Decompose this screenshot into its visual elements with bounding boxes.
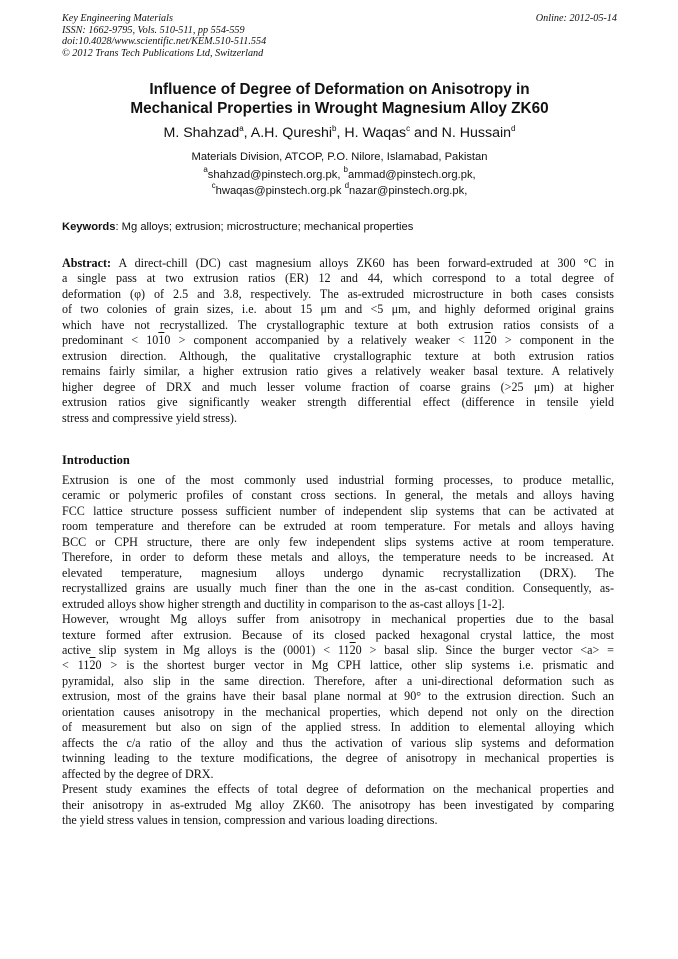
p3-line-1: Present study examines the effects of total degree of deformation on the mechanical properties and xyxy=(62,782,614,797)
abstract-section xyxy=(62,256,614,426)
email-list xyxy=(62,165,617,199)
intro-paragraph-1 xyxy=(62,473,614,612)
doi-line: doi:10.4028/www.scientific.net/KEM.510-511.554 xyxy=(62,36,267,48)
p1-line-2: ceramic or polymeric profiles of constant cross sections. In general, the metals and alloys having xyxy=(62,488,614,503)
author-1: M. Shahzad xyxy=(163,125,240,141)
email-b[interactable]: ammad@pinstech.org.pk, xyxy=(348,169,476,181)
email-a[interactable]: shahzad@pinstech.org.pk, xyxy=(207,169,344,181)
abstract-line-8: remains fairly similar, a higher extrusion ratio gives a relatively weaker basal texture. A relatively xyxy=(62,364,614,379)
p3-line-3: the yield stress values in tension, compression and various loading directions. xyxy=(62,812,438,827)
journal-name: Key Engineering Materials xyxy=(62,13,173,24)
title-line-2: Mechanical Properties in Wrought Magnesium Alloy ZK60 xyxy=(130,100,549,117)
abstract-line-11: stress and compressive yield stress). xyxy=(62,410,237,425)
title-line-1: Influence of Degree of Deformation on Anisotropy in xyxy=(149,81,530,98)
author-3-sup: c xyxy=(406,124,411,133)
intro-paragraph-2 xyxy=(62,612,614,782)
p2-line-6: extrusion, most of the grains have their basal plane normal at 90° to the extrusion direction. Such an xyxy=(62,689,614,704)
email-line-2 xyxy=(62,180,617,200)
p1-line-8: recrystallized grains are usually much finer than the one in the as-cast condition. Consequently, as- xyxy=(62,581,614,596)
author-2-sup: b xyxy=(331,124,337,133)
abstract-line-4: of two colonies of grain sizes, i.e. about 15 μm and <5 μm, and highly deformed original grains xyxy=(62,302,614,317)
abstract-line-6 xyxy=(62,333,614,348)
abstract-line-5: which have not recrystallized. The crystallographic texture at both extrusion ratios consists of a xyxy=(62,317,614,332)
abstract-line-6-a: predominant < 10 xyxy=(62,333,159,348)
author-1-sup: a xyxy=(239,124,244,133)
author-4: and N. Hussain xyxy=(410,125,512,141)
abstract-label: Abstract: xyxy=(62,256,112,270)
author-4-sup: d xyxy=(511,124,516,133)
email-c[interactable]: hwaqas@pinstech.org.pk xyxy=(215,184,345,197)
p1-line-9: extruded alloys show higher strength and ductility in comparison to the as-cast alloys [1-2]. xyxy=(62,596,505,611)
abstract-line-2: a single pass at two extrusion ratios (ER) 12 and 44, which correspond to a total degree of xyxy=(62,271,614,286)
miller-bar-2: 2 xyxy=(484,333,491,348)
abstract-line-1-text: A direct-chill (DC) cast magnesium alloys ZK60 has been forward-extruded at 300 °C in xyxy=(111,256,614,270)
miller-bar-4: 2 xyxy=(89,658,96,673)
keywords-label: Keywords xyxy=(62,221,116,233)
p1-line-4: room temperature and therefore can be extruded at room temperature. For metals and alloys having xyxy=(62,519,614,534)
p2-line-2: texture formed after extrusion. Because of its closed packed hexagonal crystal lattice, the most xyxy=(62,627,614,642)
abstract-line-9: higher degree of DRX and much lesser volume fraction of coarse grains (>25 μm) at higher xyxy=(62,379,614,394)
p2-line-7: orientation causes anisotropy in the mechanical properties, which depend not only on the direction xyxy=(62,704,614,719)
p2-line-4-b: 0 > is the shortest burger vector in Mg CPH lattice, other slip systems i.e. prismatic and xyxy=(95,658,614,673)
introduction-body xyxy=(62,473,614,828)
p2-line-3-a: active slip system in Mg alloys is the (0001) < 11 xyxy=(62,642,350,657)
p2-line-4 xyxy=(62,658,614,673)
p2-line-9: affects the c/a ratio of the alloy and thus the activation of various slip systems and deformation xyxy=(62,735,614,750)
abstract-line-1 xyxy=(62,256,614,271)
p2-line-11: affected by the degree of DRX. xyxy=(62,766,214,781)
p2-line-5: pyramidal, also slip in the same direction. Therefore, after a uni-directional deformation such as xyxy=(62,673,614,688)
p1-line-1: Extrusion is one of the most commonly used industrial forming processes, to produce metallic, xyxy=(62,473,614,487)
p2-line-8: of measurement but also on sign of the applied stress. In addition to elemental alloying which xyxy=(62,720,614,735)
email-d[interactable]: nazar@pinstech.org.pk, xyxy=(349,184,468,197)
author-2: , A.H. Qureshi xyxy=(243,125,332,141)
journal-header xyxy=(62,13,617,59)
p1-line-5: BCC or CPH structure, there are only few independent slips systems active at room temperature. xyxy=(62,534,614,549)
p2-line-3 xyxy=(62,643,614,658)
miller-bar-3: 2 xyxy=(349,642,356,657)
abstract-line-6-b: 0 > component accompanied by a relatively weaker < 11 xyxy=(164,333,485,348)
paper-title xyxy=(62,80,617,118)
affiliation: Materials Division, ATCOP, P.O. Nilore, Islamabad, Pakistan xyxy=(191,151,488,163)
abstract-line-7: extrusion direction. Although, the qualitative crystallographic texture at both extrusion ratios xyxy=(62,348,614,363)
intro-paragraph-3 xyxy=(62,782,614,828)
p2-line-4-a: < 11 xyxy=(62,658,90,673)
p2-line-10: twinning leading to the texture modifications, the degree of anisotropy in mechanical properties is xyxy=(62,751,614,766)
p1-line-7: elevated temperature, magnesium alloys undergo dynamic recrystallization (DRX). The xyxy=(62,565,614,580)
p3-line-2: their anisotropy in as-extruded Mg alloy ZK60. The anisotropy has been investigated by comparing xyxy=(62,797,614,812)
online-date: Online: 2012-05-14 xyxy=(535,13,617,24)
email-line-1 xyxy=(62,165,617,184)
issn-line: ISSN: 1662-9795, Vols. 510-511, pp 554-559 xyxy=(62,24,245,36)
p1-line-3: FCC lattice structure possess sufficient number of independent slip systems that can be activated at xyxy=(62,503,614,518)
author-3: , H. Waqas xyxy=(336,125,407,141)
email-c-sup: c xyxy=(211,180,216,190)
keywords xyxy=(62,220,617,234)
email-d-sup: d xyxy=(344,180,350,190)
abstract-line-6-c: 0 > component in the xyxy=(490,333,614,348)
miller-bar-1: 1 xyxy=(158,333,165,348)
p1-line-6: Therefore, in order to deform these metals and alloys, the temperature needs to be increased. At xyxy=(62,550,614,565)
keywords-text: : Mg alloys; extrusion; microstructure; mechanical properties xyxy=(115,221,414,233)
author-list xyxy=(62,124,617,142)
copyright-line: © 2012 Trans Tech Publications Ltd, Switzerland xyxy=(62,47,264,59)
email-a-sup: a xyxy=(203,165,208,174)
abstract-line-3: deformation (φ) of 2.5 and 3.8, respectively. The as-extruded microstructure in both cases consists xyxy=(62,286,614,301)
email-b-sup: b xyxy=(343,165,348,174)
p2-line-3-b: 0 > basal slip. Since the burger vector <a> = xyxy=(355,642,614,657)
introduction-heading: Introduction xyxy=(62,453,130,467)
abstract-line-10: extrusion ratios give significantly weaker strength differential effect (difference in tensile yield xyxy=(62,395,614,410)
p2-line-1: However, wrought Mg alloys suffer from anisotropy in mechanical properties due to the basal xyxy=(62,612,614,627)
